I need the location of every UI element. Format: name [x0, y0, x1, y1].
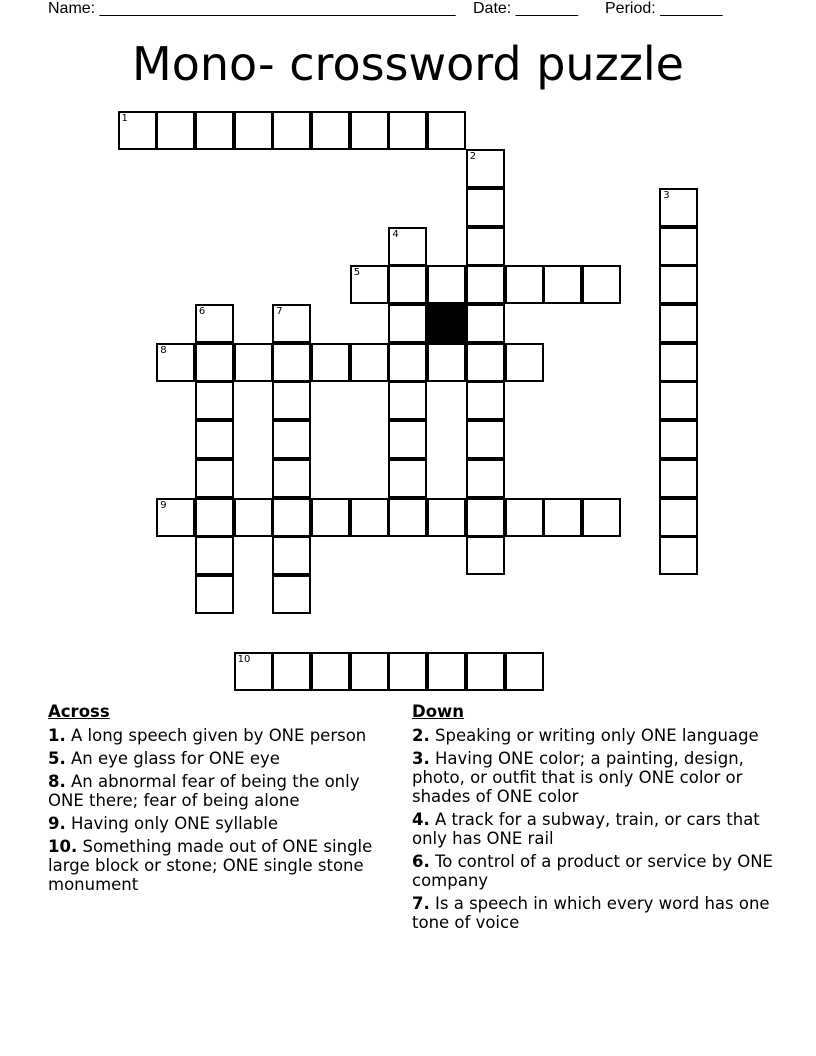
- answer-cell[interactable]: [466, 304, 505, 343]
- clue-number: 8: [160, 344, 167, 356]
- answer-cell[interactable]: [466, 343, 505, 382]
- answer-cell[interactable]: [543, 265, 582, 304]
- answer-cell[interactable]: [659, 265, 698, 304]
- answer-cell[interactable]: [272, 498, 311, 537]
- answer-cell[interactable]: [311, 652, 350, 691]
- answer-cell[interactable]: [388, 227, 427, 266]
- down-clue: [412, 894, 782, 932]
- clue-text: An abnormal fear of being the only ONE there; fear of being alone: [48, 772, 360, 810]
- clue-number: 8.: [48, 772, 66, 791]
- answer-cell[interactable]: [427, 498, 466, 537]
- clue-number: 1.: [48, 726, 66, 745]
- answer-cell[interactable]: [427, 265, 466, 304]
- answer-cell[interactable]: [195, 498, 234, 537]
- across-clue: [48, 726, 398, 745]
- answer-cell[interactable]: [659, 304, 698, 343]
- answer-cell[interactable]: [466, 420, 505, 459]
- answer-cell[interactable]: [659, 536, 698, 575]
- clue-text: An eye glass for ONE eye: [71, 749, 280, 768]
- down-clues: [412, 702, 782, 936]
- black-square: [427, 304, 466, 343]
- answer-cell[interactable]: [195, 381, 234, 420]
- clue-number: 4: [392, 228, 399, 240]
- answer-cell[interactable]: [350, 652, 389, 691]
- answer-cell[interactable]: [388, 381, 427, 420]
- answer-cell[interactable]: [195, 575, 234, 614]
- answer-cell[interactable]: [272, 652, 311, 691]
- answer-cell[interactable]: [659, 343, 698, 382]
- puzzle-title: Mono- crossword puzzle: [132, 37, 684, 91]
- answer-cell[interactable]: [466, 149, 505, 188]
- clue-number: 5.: [48, 749, 66, 768]
- clue-text: A track for a subway, train, or cars that only has ONE rail: [412, 810, 760, 848]
- answer-cell[interactable]: [505, 265, 544, 304]
- clue-number: 6: [198, 306, 206, 317]
- answer-cell[interactable]: [234, 111, 273, 150]
- answer-cell[interactable]: [466, 459, 505, 498]
- answer-cell[interactable]: [388, 498, 427, 537]
- answer-cell[interactable]: [156, 343, 195, 382]
- down-clue: [412, 852, 782, 890]
- answer-cell[interactable]: [350, 111, 389, 150]
- across-clue: [48, 837, 398, 894]
- clue-number: 6.: [412, 852, 430, 871]
- answer-cell[interactable]: [195, 111, 234, 150]
- clue-text: To control of a product or service by ONE company: [412, 852, 773, 890]
- answer-cell[interactable]: [272, 536, 311, 575]
- clue-number: 10: [237, 654, 251, 666]
- answer-cell[interactable]: [272, 304, 311, 343]
- down-clue: [412, 810, 782, 848]
- clue-number: 9.: [48, 814, 66, 833]
- clue-number: 7: [276, 306, 283, 317]
- answer-cell[interactable]: [234, 652, 273, 691]
- answer-cell[interactable]: [311, 343, 350, 382]
- answer-cell[interactable]: [156, 498, 195, 537]
- across-heading: Across: [48, 702, 110, 721]
- period-field[interactable]: Period: _______: [605, 0, 723, 17]
- answer-cell[interactable]: [466, 498, 505, 537]
- answer-cell[interactable]: [466, 381, 505, 420]
- clue-text: Speaking or writing only ONE language: [435, 726, 759, 745]
- answer-cell[interactable]: [350, 343, 389, 382]
- clue-text: Something made out of ONE single large block or stone; ONE single stone monument: [48, 837, 373, 894]
- clue-number: 2.: [412, 726, 430, 745]
- answer-cell[interactable]: [466, 188, 505, 227]
- answer-cell[interactable]: [388, 111, 427, 150]
- date-field[interactable]: Date: _______: [473, 0, 578, 17]
- clue-text: Is a speech in which every word has one tone of voice: [412, 894, 770, 932]
- answer-cell[interactable]: [505, 498, 544, 537]
- answer-cell[interactable]: [659, 459, 698, 498]
- answer-cell[interactable]: [272, 575, 311, 614]
- answer-cell[interactable]: [234, 343, 273, 382]
- answer-cell[interactable]: [388, 343, 427, 382]
- answer-cell[interactable]: [272, 343, 311, 382]
- answer-cell[interactable]: [505, 343, 544, 382]
- clue-number: 2: [469, 151, 477, 163]
- clue-number: 4.: [412, 810, 430, 829]
- answer-cell[interactable]: [388, 265, 427, 304]
- answer-cell[interactable]: [195, 343, 234, 382]
- answer-cell[interactable]: [388, 652, 427, 691]
- answer-cell[interactable]: [659, 498, 698, 537]
- across-clue: [48, 749, 398, 768]
- answer-cell[interactable]: [156, 111, 195, 150]
- clue-number: 9: [160, 499, 167, 511]
- answer-cell[interactable]: [195, 420, 234, 459]
- answer-cell[interactable]: [272, 381, 311, 420]
- answer-cell[interactable]: [311, 111, 350, 150]
- answer-cell[interactable]: [505, 652, 544, 691]
- clue-number: 1: [121, 112, 128, 124]
- answer-cell[interactable]: [350, 265, 389, 304]
- across-clues: [48, 702, 398, 898]
- answer-cell[interactable]: [427, 111, 466, 150]
- answer-cell[interactable]: [311, 498, 350, 537]
- answer-cell[interactable]: [659, 227, 698, 266]
- answer-cell[interactable]: [118, 111, 157, 150]
- answer-cell[interactable]: [659, 420, 698, 459]
- answer-cell[interactable]: [659, 188, 698, 227]
- answer-cell[interactable]: [582, 265, 621, 304]
- answer-cell[interactable]: [388, 459, 427, 498]
- across-clue: [48, 772, 398, 810]
- down-clue: [412, 726, 782, 745]
- answer-cell[interactable]: [272, 111, 311, 150]
- clue-number: 5: [353, 267, 361, 279]
- clue-number: 3: [663, 189, 670, 201]
- clue-number: 3.: [412, 749, 430, 768]
- answer-cell[interactable]: [272, 420, 311, 459]
- answer-cell[interactable]: [195, 459, 234, 498]
- answer-cell[interactable]: [659, 381, 698, 420]
- answer-cell[interactable]: [427, 652, 466, 691]
- clue-text: Having ONE color; a painting, design, photo, or outfit that is only ONE color or shades of ONE color: [412, 749, 744, 806]
- answer-cell[interactable]: [272, 459, 311, 498]
- clue-number: 7.: [412, 894, 430, 913]
- answer-cell[interactable]: [388, 420, 427, 459]
- answer-cell[interactable]: [466, 265, 505, 304]
- answer-cell[interactable]: [466, 652, 505, 691]
- down-clue: [412, 749, 782, 806]
- answer-cell[interactable]: [234, 498, 273, 537]
- answer-cell[interactable]: [466, 227, 505, 266]
- answer-cell[interactable]: [543, 498, 582, 537]
- clue-text: A long speech given by ONE person: [71, 726, 367, 745]
- answer-cell[interactable]: [427, 343, 466, 382]
- clue-text: Having only ONE syllable: [71, 814, 279, 833]
- across-clue: [48, 814, 398, 833]
- answer-cell[interactable]: [466, 536, 505, 575]
- answer-cell[interactable]: [195, 304, 234, 343]
- answer-cell[interactable]: [350, 498, 389, 537]
- clue-number: 10.: [48, 837, 78, 856]
- answer-cell[interactable]: [582, 498, 621, 537]
- answer-cell[interactable]: [195, 536, 234, 575]
- down-heading: Down: [412, 702, 465, 721]
- answer-cell[interactable]: [388, 304, 427, 343]
- name-field[interactable]: Name: ________________________________________: [48, 0, 456, 17]
